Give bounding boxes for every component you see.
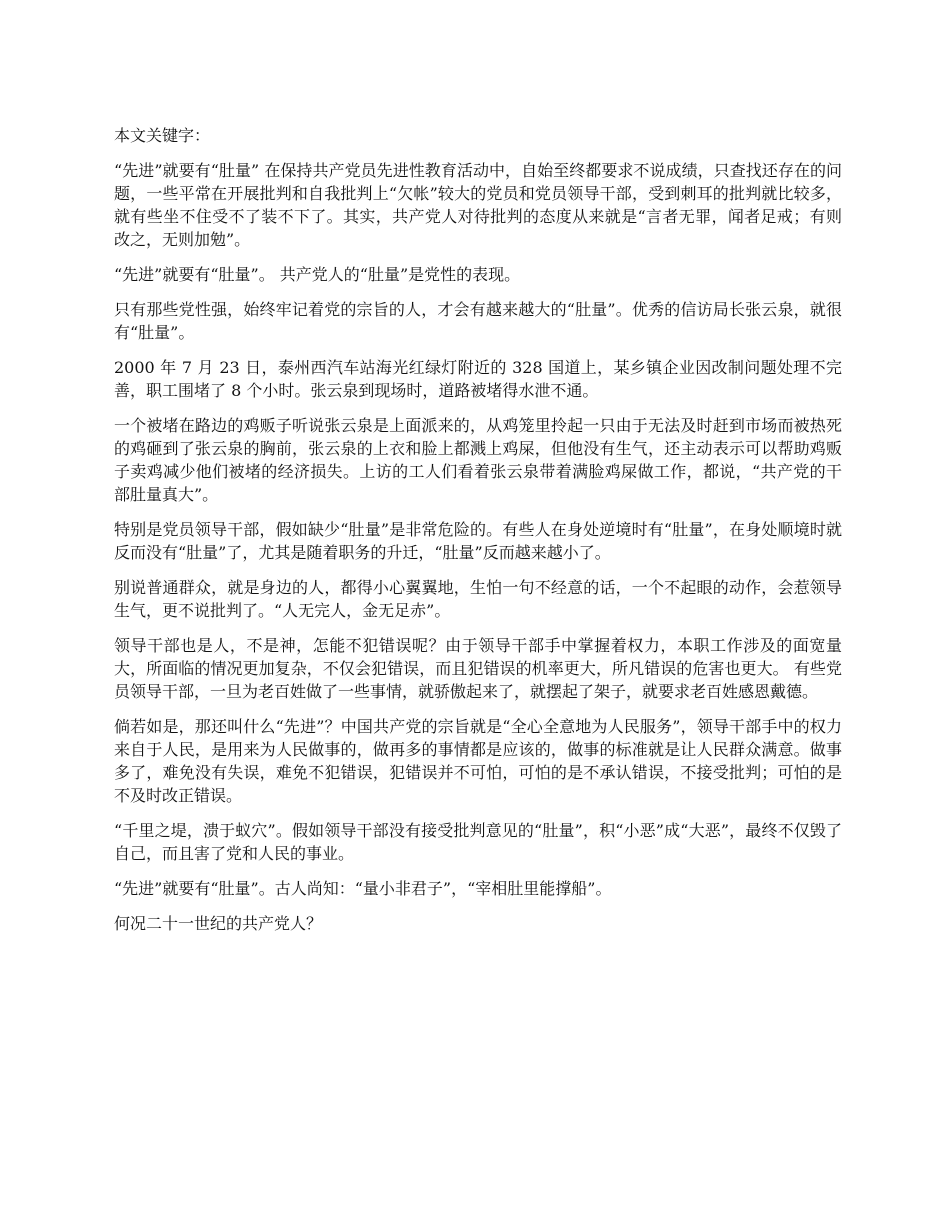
paragraph-1: “先进”就要有“肚量” 在保持共产党员先进性教育活动中，自始至终都要求不说成绩，只查找还存在的问题，一些平常在开展批判和自我批判上“欠帐”较大的党员和党员领导干部，受到刺耳的批判就比较多，就有些坐不住受不了装不下了。其实，共产党人对待批判的态度从来就是“言者无罪，闻者足戒；有则改之，无则加勉”。: [114, 161, 842, 249]
document-body: [114, 124, 842, 947]
paragraph-6: 特别是党员领导干部，假如缺少“肚量”是非常危险的。有些人在身处逆境时有“肚量”，在身处顺境时就反而没有“肚量”了，尤其是随着职务的升迁，“肚量”反而越来越小了。: [114, 520, 842, 562]
paragraph-2: “先进”就要有“肚量”。 共产党人的“肚量”是党性的表现。: [114, 265, 521, 284]
keywords-label: 本文关键字：: [114, 126, 211, 145]
paragraph-7: 别说普通群众，就是身边的人，都得小心翼翼地，生怕一句不经意的话，一个不起眼的动作，会惹领导生气，更不说批判了。“人无完人，金无足赤”。: [114, 578, 842, 620]
paragraph-8: 领导干部也是人，不是神，怎能不犯错误呢？由于领导干部手中掌握着权力，本职工作涉及的面宽量大，所面临的情况更加复杂，不仅会犯错误，而且犯错误的机率更大，所凡错误的危害也更大。 有些党员领导干部，一旦为老百姓做了一些事情，就骄傲起来了，就摆起了架子，就要求老百姓感恩戴德。: [114, 636, 842, 701]
paragraph-12: 何况二十一世纪的共产党人？: [114, 914, 323, 933]
paragraph-3: 只有那些党性强，始终牢记着党的宗旨的人，才会有越来越大的“肚量”。优秀的信访局长张云泉，就很有“肚量”。: [114, 300, 842, 342]
paragraph-11: “先进”就要有“肚量”。古人尚知：“量小非君子”，“宰相肚里能撑船”。: [114, 879, 612, 898]
paragraph-4: 2000 年 7 月 23 日，泰州西汽车站海光红绿灯附近的 328 国道上，某乡镇企业因改制问题处理不完善，职工围堵了 8 个小时。张云泉到现场时，道路被堵得水泄不通。: [114, 358, 842, 400]
paragraph-10: “千里之堤，溃于蚁穴”。假如领导干部没有接受批判意见的“肚量”，积“小恶”成“大恶”，最终不仅毁了自己，而且害了党和人民的事业。: [114, 821, 842, 863]
paragraph-9: 倘若如是，那还叫什么“先进”？中国共产党的宗旨就是“全心全意地为人民服务”，领导干部手中的权力来自于人民，是用来为人民做事的，做再多的事情都是应该的，做事的标准就是让人民群众满意。做事多了，难免没有失误，难免不犯错误，犯错误并不可怕，可怕的是不承认错误，不接受批判；可怕的是不及时改正错误。: [114, 717, 842, 805]
paragraph-5: 一个被堵在路边的鸡贩子听说张云泉是上面派来的，从鸡笼里拎起一只由于无法及时赶到市场而被热死的鸡砸到了张云泉的胸前，张云泉的上衣和脸上都溅上鸡屎，但他没有生气，还主动表示可以帮助鸡贩子卖鸡减少他们被堵的经济损失。上访的工人们看着张云泉带着满脸鸡屎做工作，都说，“共产党的干部肚量真大”。: [114, 416, 842, 504]
